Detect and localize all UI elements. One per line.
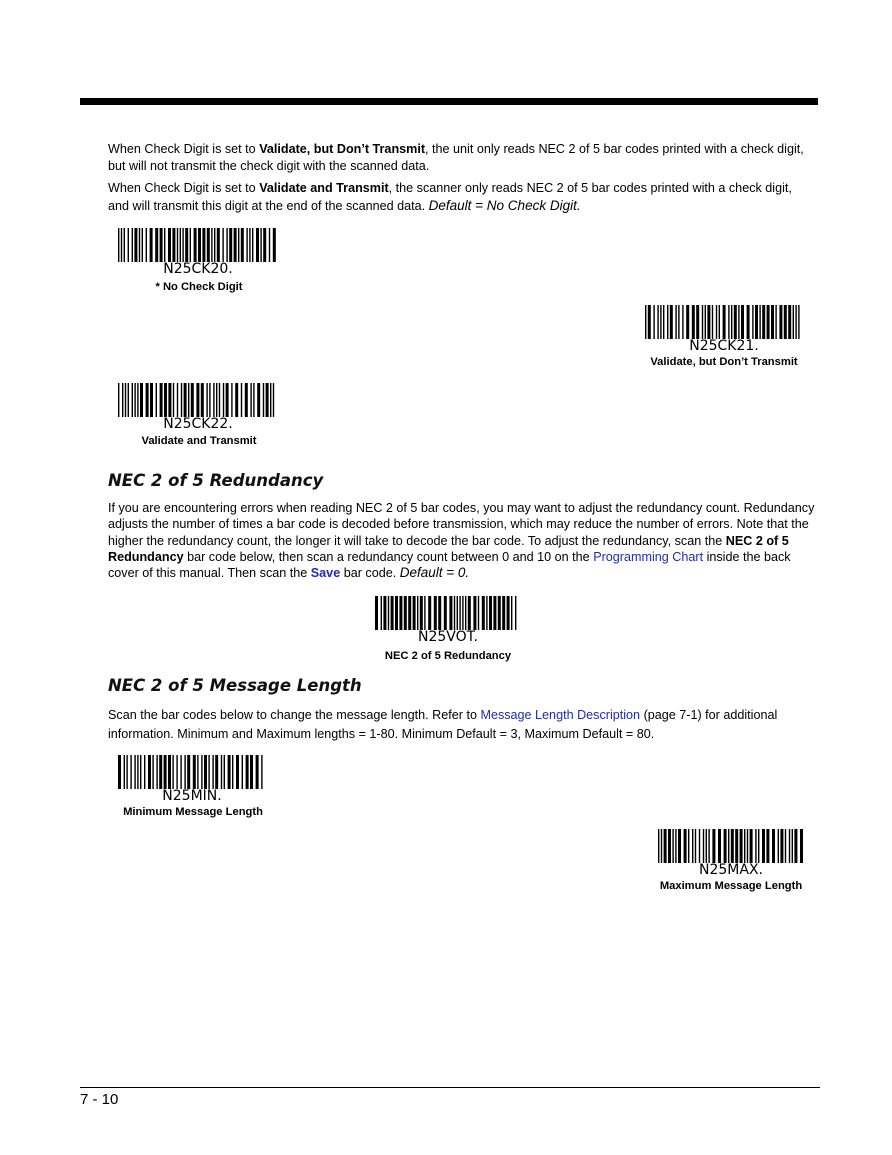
barcode-code: N25VOT. bbox=[418, 629, 478, 645]
barcode-bar bbox=[449, 596, 452, 630]
barcode-validate-transmit[interactable] bbox=[116, 383, 280, 435]
barcode-bar bbox=[270, 383, 271, 417]
barcode-bar bbox=[438, 596, 441, 630]
header-rule bbox=[80, 98, 818, 105]
barcode-bar bbox=[211, 228, 212, 262]
barcode-bar bbox=[706, 829, 707, 863]
barcode-bar bbox=[146, 383, 149, 417]
save-link[interactable]: Save bbox=[310, 566, 341, 581]
barcode-bar bbox=[222, 228, 223, 262]
barcode-bar bbox=[202, 228, 205, 262]
barcode-bar bbox=[738, 305, 739, 339]
barcode-caption: Validate, but Don’t Transmit bbox=[650, 356, 798, 368]
barcode-bar bbox=[126, 755, 127, 789]
barcode-bar bbox=[252, 228, 253, 262]
barcode-bar bbox=[216, 383, 217, 417]
barcode-caption: NEC 2 of 5 Redundancy bbox=[384, 650, 512, 662]
barcode-bar bbox=[696, 305, 699, 339]
barcode-bar bbox=[800, 829, 803, 863]
barcode-bar bbox=[731, 305, 732, 339]
barcode-bar bbox=[747, 829, 748, 863]
barcode-bar bbox=[257, 383, 260, 417]
barcode-bar bbox=[785, 829, 786, 863]
barcode-bar bbox=[434, 596, 437, 630]
barcode-bar bbox=[256, 755, 259, 789]
barcode-bar bbox=[502, 596, 505, 630]
barcode-bar bbox=[150, 383, 153, 417]
barcode-bar bbox=[185, 228, 188, 262]
barcode-bar bbox=[188, 383, 189, 417]
barcode-bar bbox=[684, 829, 687, 863]
barcode-bar bbox=[758, 829, 759, 863]
barcode-bar bbox=[228, 755, 231, 789]
barcode-bar bbox=[150, 228, 153, 262]
barcode-bar bbox=[728, 829, 729, 863]
barcode-bar bbox=[253, 383, 254, 417]
barcode-bar bbox=[383, 596, 386, 630]
barcode-bar bbox=[657, 305, 658, 339]
barcode-bar bbox=[177, 383, 178, 417]
barcode-bar bbox=[180, 755, 181, 789]
barcode-bar bbox=[515, 596, 516, 630]
barcode-bar bbox=[375, 596, 378, 630]
barcode-bar bbox=[708, 829, 709, 863]
default-note: Default = 0. bbox=[399, 565, 470, 581]
barcode-bar bbox=[207, 228, 210, 262]
barcode-bar bbox=[493, 596, 496, 630]
barcode-bar bbox=[231, 383, 232, 417]
barcode-bar bbox=[140, 755, 141, 789]
barcode-validate-no-transmit[interactable] bbox=[643, 305, 805, 357]
barcode-bar bbox=[176, 755, 177, 789]
barcode-bar bbox=[118, 755, 121, 789]
barcode-bar bbox=[201, 383, 204, 417]
barcode-bar bbox=[238, 228, 239, 262]
barcode-bar bbox=[191, 383, 194, 417]
barcode-bar bbox=[184, 755, 185, 789]
barcode-bar bbox=[180, 228, 181, 262]
barcode-bar bbox=[391, 596, 394, 630]
barcode-bar bbox=[155, 228, 158, 262]
barcode-bar bbox=[789, 829, 790, 863]
barcode-bar bbox=[134, 228, 137, 262]
barcode-bar bbox=[788, 305, 791, 339]
barcode-bar bbox=[223, 383, 224, 417]
barcode-bar bbox=[692, 829, 693, 863]
barcode-bar bbox=[793, 305, 794, 339]
barcode-bar bbox=[168, 228, 171, 262]
barcode-bar bbox=[795, 305, 796, 339]
barcode-code: N25CK22. bbox=[163, 416, 233, 432]
barcode-bar bbox=[724, 829, 727, 863]
barcode-bars bbox=[643, 305, 805, 339]
programming-chart-link[interactable]: Programming Chart bbox=[593, 549, 704, 564]
barcode-caption: Maximum Message Length bbox=[659, 880, 803, 892]
barcode-bar bbox=[775, 305, 776, 339]
barcode-bar bbox=[459, 596, 460, 630]
barcode-bar bbox=[229, 228, 232, 262]
barcode-bar bbox=[718, 829, 721, 863]
barcode-bar bbox=[404, 596, 407, 630]
barcode-bar bbox=[177, 228, 178, 262]
barcode-bar bbox=[462, 596, 463, 630]
barcode-bar bbox=[420, 596, 423, 630]
message-length-description-link[interactable]: Message Length Description bbox=[480, 708, 641, 722]
barcode-bar bbox=[241, 383, 242, 417]
barcode-bar bbox=[242, 755, 243, 789]
barcode-bar bbox=[246, 228, 247, 262]
barcode-bar bbox=[667, 305, 668, 339]
barcode-bar bbox=[489, 596, 492, 630]
barcode-bar bbox=[670, 305, 673, 339]
barcode-bar bbox=[413, 596, 416, 630]
barcode-bar bbox=[675, 305, 676, 339]
barcode-bar bbox=[118, 228, 119, 262]
barcode-bar bbox=[213, 383, 214, 417]
barcode-caption: Minimum Message Length bbox=[123, 806, 263, 818]
barcode-bar bbox=[712, 305, 713, 339]
barcode-bar bbox=[168, 383, 171, 417]
barcode-bar bbox=[139, 228, 140, 262]
barcode-bar bbox=[779, 305, 782, 339]
default-note: Default = No Check Digit. bbox=[428, 198, 581, 213]
barcode-bar bbox=[226, 383, 229, 417]
barcode-bar bbox=[164, 228, 165, 262]
barcode-bar bbox=[124, 755, 125, 789]
barcode-bar bbox=[208, 755, 209, 789]
barcode-bar bbox=[156, 755, 157, 789]
barcode-bar bbox=[235, 383, 238, 417]
barcode-bar bbox=[226, 228, 227, 262]
barcode-bar bbox=[194, 228, 197, 262]
barcode-bar bbox=[260, 228, 261, 262]
barcode-bar bbox=[772, 829, 775, 863]
barcode-bar bbox=[678, 305, 679, 339]
barcode-bar bbox=[198, 228, 201, 262]
barcode-bar bbox=[498, 596, 501, 630]
barcode-bar bbox=[428, 596, 431, 630]
barcode-bar bbox=[692, 305, 695, 339]
barcode-bar bbox=[658, 829, 659, 863]
section-heading-redundancy: NEC 2 of 5 Redundancy bbox=[108, 471, 324, 490]
barcode-bar bbox=[728, 305, 729, 339]
barcode-bar bbox=[465, 596, 466, 630]
barcode-bar bbox=[660, 305, 661, 339]
barcode-bar bbox=[164, 383, 167, 417]
barcode-bars bbox=[373, 596, 523, 630]
barcode-bar bbox=[132, 383, 133, 417]
barcode-code: N25MAX. bbox=[699, 862, 763, 878]
barcode-bar bbox=[156, 383, 157, 417]
barcode-bar bbox=[778, 829, 779, 863]
barcode-bar bbox=[212, 755, 213, 789]
barcode-bar bbox=[140, 383, 143, 417]
barcode-bar bbox=[263, 228, 266, 262]
barcode-bar bbox=[160, 228, 163, 262]
barcode-bar bbox=[741, 305, 744, 339]
barcode-bar bbox=[780, 829, 783, 863]
barcode-bar bbox=[486, 596, 487, 630]
barcode-bar bbox=[734, 305, 737, 339]
barcode-bar bbox=[134, 755, 135, 789]
barcode-bar bbox=[731, 829, 734, 863]
barcode-bar bbox=[173, 383, 174, 417]
barcode-no-check-digit[interactable] bbox=[116, 228, 280, 280]
barcode-bar bbox=[193, 755, 196, 789]
barcode-bar bbox=[215, 755, 218, 789]
barcode-bar bbox=[747, 305, 750, 339]
check-digit-paragraph-2: When Check Digit is set to Validate and Transmit, the scanner only reads NEC 2 of 5 bar codes printed with a check digit, and will transmit this digit at the end of the scanned data. Default = No Check Digit. bbox=[108, 181, 792, 213]
barcode-minimum-length[interactable] bbox=[116, 755, 268, 807]
barcode-bar bbox=[219, 383, 220, 417]
barcode-bar bbox=[137, 755, 138, 789]
barcode-bar bbox=[672, 829, 673, 863]
barcode-bar bbox=[771, 305, 774, 339]
barcode-bar bbox=[784, 305, 787, 339]
barcode-bar bbox=[159, 755, 162, 789]
barcode-bar bbox=[152, 755, 153, 789]
barcode-code: N25MIN. bbox=[162, 788, 222, 804]
barcode-bar bbox=[232, 755, 233, 789]
barcode-bar bbox=[707, 305, 710, 339]
barcode-bar bbox=[273, 383, 274, 417]
barcode-bar bbox=[263, 383, 264, 417]
barcode-bar bbox=[241, 228, 244, 262]
barcode-bar bbox=[668, 829, 671, 863]
barcode-bar bbox=[457, 596, 458, 630]
barcode-bar bbox=[664, 829, 667, 863]
redundancy-paragraph: If you are encountering errors when reading NEC 2 of 5 bar codes, you may want to adjust the redundancy count. Redundancy adjusts the number of times a bar code is decoded before transmission, which may reduce the number of errors. Note that the higher the redundancy count, the longer it will take to decode the bar code. To adjust the redundancy, scan the NEC 2 of 5 Redundancy bar code below, then scan a redundancy count between 0 and 10 on the Programming Chart inside the back cover of this manual. Then scan the Save bar code. Default = 0. bbox=[108, 501, 815, 581]
barcode-bar bbox=[645, 305, 646, 339]
barcode-bar bbox=[454, 596, 455, 630]
barcode-bar bbox=[266, 383, 269, 417]
barcode-bar bbox=[234, 228, 237, 262]
barcode-bar bbox=[682, 305, 683, 339]
barcode-caption: Validate and Transmit bbox=[141, 435, 257, 447]
barcode-bar bbox=[719, 305, 720, 339]
barcode-maximum-length[interactable] bbox=[656, 829, 806, 881]
barcode-bars bbox=[116, 228, 280, 262]
barcode-bar bbox=[132, 228, 133, 262]
barcode-bar bbox=[172, 755, 173, 789]
barcode-bar bbox=[792, 829, 793, 863]
barcode-bar bbox=[209, 383, 210, 417]
barcode-bar bbox=[214, 228, 215, 262]
barcode-bar bbox=[678, 829, 681, 863]
barcode-bar bbox=[395, 596, 398, 630]
barcode-bar bbox=[703, 829, 704, 863]
barcode-bar bbox=[688, 829, 689, 863]
page-number: 7 - 10 bbox=[80, 1091, 119, 1108]
barcode-bar bbox=[128, 228, 129, 262]
barcode-bar bbox=[224, 755, 225, 789]
barcode-bar bbox=[124, 228, 125, 262]
barcode-bar bbox=[473, 596, 476, 630]
barcode-bar bbox=[762, 305, 765, 339]
barcode-bar bbox=[752, 305, 753, 339]
barcode-bar bbox=[148, 755, 151, 789]
barcode-bar bbox=[168, 755, 171, 789]
barcode-bar bbox=[249, 228, 250, 262]
barcode-bar bbox=[172, 228, 175, 262]
barcode-bar bbox=[146, 228, 147, 262]
barcode-bar bbox=[699, 829, 700, 863]
barcode-bar bbox=[217, 228, 220, 262]
barcode-bars bbox=[656, 829, 806, 863]
barcode-bar bbox=[735, 829, 738, 863]
barcode-bar bbox=[269, 228, 270, 262]
barcode-bar bbox=[250, 755, 253, 789]
barcode-bar bbox=[653, 305, 654, 339]
barcode-bar bbox=[712, 829, 715, 863]
barcode-bar bbox=[755, 305, 758, 339]
barcode-bar bbox=[686, 305, 689, 339]
barcode-bars bbox=[116, 383, 280, 417]
barcode-bar bbox=[723, 305, 726, 339]
barcode-bar bbox=[181, 383, 182, 417]
barcode-bar bbox=[121, 228, 122, 262]
barcode-bar bbox=[417, 596, 418, 630]
barcode-bar bbox=[716, 305, 717, 339]
barcode-bar bbox=[250, 383, 251, 417]
barcode-bar bbox=[648, 305, 651, 339]
barcode-bar bbox=[246, 755, 249, 789]
barcode-bar bbox=[702, 305, 703, 339]
barcode-bar bbox=[184, 383, 187, 417]
barcode-bar bbox=[408, 596, 411, 630]
barcode-bar bbox=[675, 829, 676, 863]
barcode-bar bbox=[478, 596, 479, 630]
barcode-bar bbox=[798, 305, 799, 339]
barcode-bar bbox=[196, 383, 199, 417]
barcode-bar bbox=[190, 228, 191, 262]
barcode-bar bbox=[424, 596, 425, 630]
barcode-bar bbox=[511, 596, 512, 630]
check-digit-paragraph-1: When Check Digit is set to Validate, but Don’t Transmit, the unit only reads NEC 2 of 5 bar codes printed with a check digit, but will not transmit the check digit with the scanned data. bbox=[108, 142, 804, 173]
barcode-bar bbox=[137, 383, 138, 417]
barcode-bar bbox=[794, 829, 797, 863]
barcode-bar bbox=[206, 383, 207, 417]
barcode-bar bbox=[444, 596, 447, 630]
barcode-bar bbox=[767, 305, 770, 339]
barcode-bar bbox=[759, 305, 760, 339]
barcode-bar bbox=[663, 305, 664, 339]
barcode-bar bbox=[755, 829, 756, 863]
footer-rule bbox=[80, 1087, 820, 1088]
barcode-bar bbox=[197, 755, 198, 789]
barcode-bar bbox=[201, 755, 202, 789]
barcode-bar bbox=[750, 829, 753, 863]
barcode-code: N25CK20. bbox=[163, 261, 233, 277]
barcode-bar bbox=[705, 305, 706, 339]
barcode-bar bbox=[482, 596, 485, 630]
barcode-bar bbox=[399, 596, 402, 630]
barcode-bar bbox=[261, 755, 262, 789]
barcode-bar bbox=[695, 829, 696, 863]
barcode-bar bbox=[388, 596, 389, 630]
barcode-bars bbox=[116, 755, 268, 789]
barcode-bar bbox=[187, 755, 190, 789]
barcode-bar bbox=[744, 829, 745, 863]
barcode-bar bbox=[204, 755, 207, 789]
barcode-bar bbox=[762, 829, 765, 863]
barcode-bar bbox=[160, 383, 163, 417]
barcode-bar bbox=[507, 596, 510, 630]
barcode-bar bbox=[273, 228, 276, 262]
barcode-bar bbox=[164, 755, 167, 789]
barcode-bar bbox=[130, 755, 131, 789]
barcode-bar bbox=[256, 228, 259, 262]
barcode-bar bbox=[125, 383, 126, 417]
barcode-bar bbox=[221, 755, 222, 789]
barcode-caption: * No Check Digit bbox=[155, 281, 243, 293]
barcode-bar bbox=[236, 755, 239, 789]
barcode-bar bbox=[118, 383, 119, 417]
barcode-bar bbox=[468, 596, 471, 630]
barcode-bar bbox=[134, 383, 135, 417]
barcode-bar bbox=[142, 228, 143, 262]
message-length-paragraph: Scan the bar codes below to change the message length. Refer to Message Length Description (page 7-1) for additional information. Minimum and Maximum lengths = 1-80. Minimum Default = 3, Maximum Default = 80. bbox=[108, 708, 778, 741]
barcode-bar bbox=[381, 596, 382, 630]
barcode-redundancy[interactable] bbox=[373, 596, 523, 648]
barcode-bar bbox=[182, 228, 183, 262]
barcode-code: N25CK21. bbox=[689, 338, 759, 354]
barcode-bar bbox=[661, 829, 662, 863]
barcode-bar bbox=[122, 383, 123, 417]
barcode-bar bbox=[128, 383, 129, 417]
barcode-bar bbox=[766, 829, 769, 863]
barcode-bar bbox=[245, 383, 248, 417]
barcode-bar bbox=[740, 829, 743, 863]
barcode-bar bbox=[144, 755, 145, 789]
section-heading-message-length: NEC 2 of 5 Message Length bbox=[108, 676, 362, 695]
